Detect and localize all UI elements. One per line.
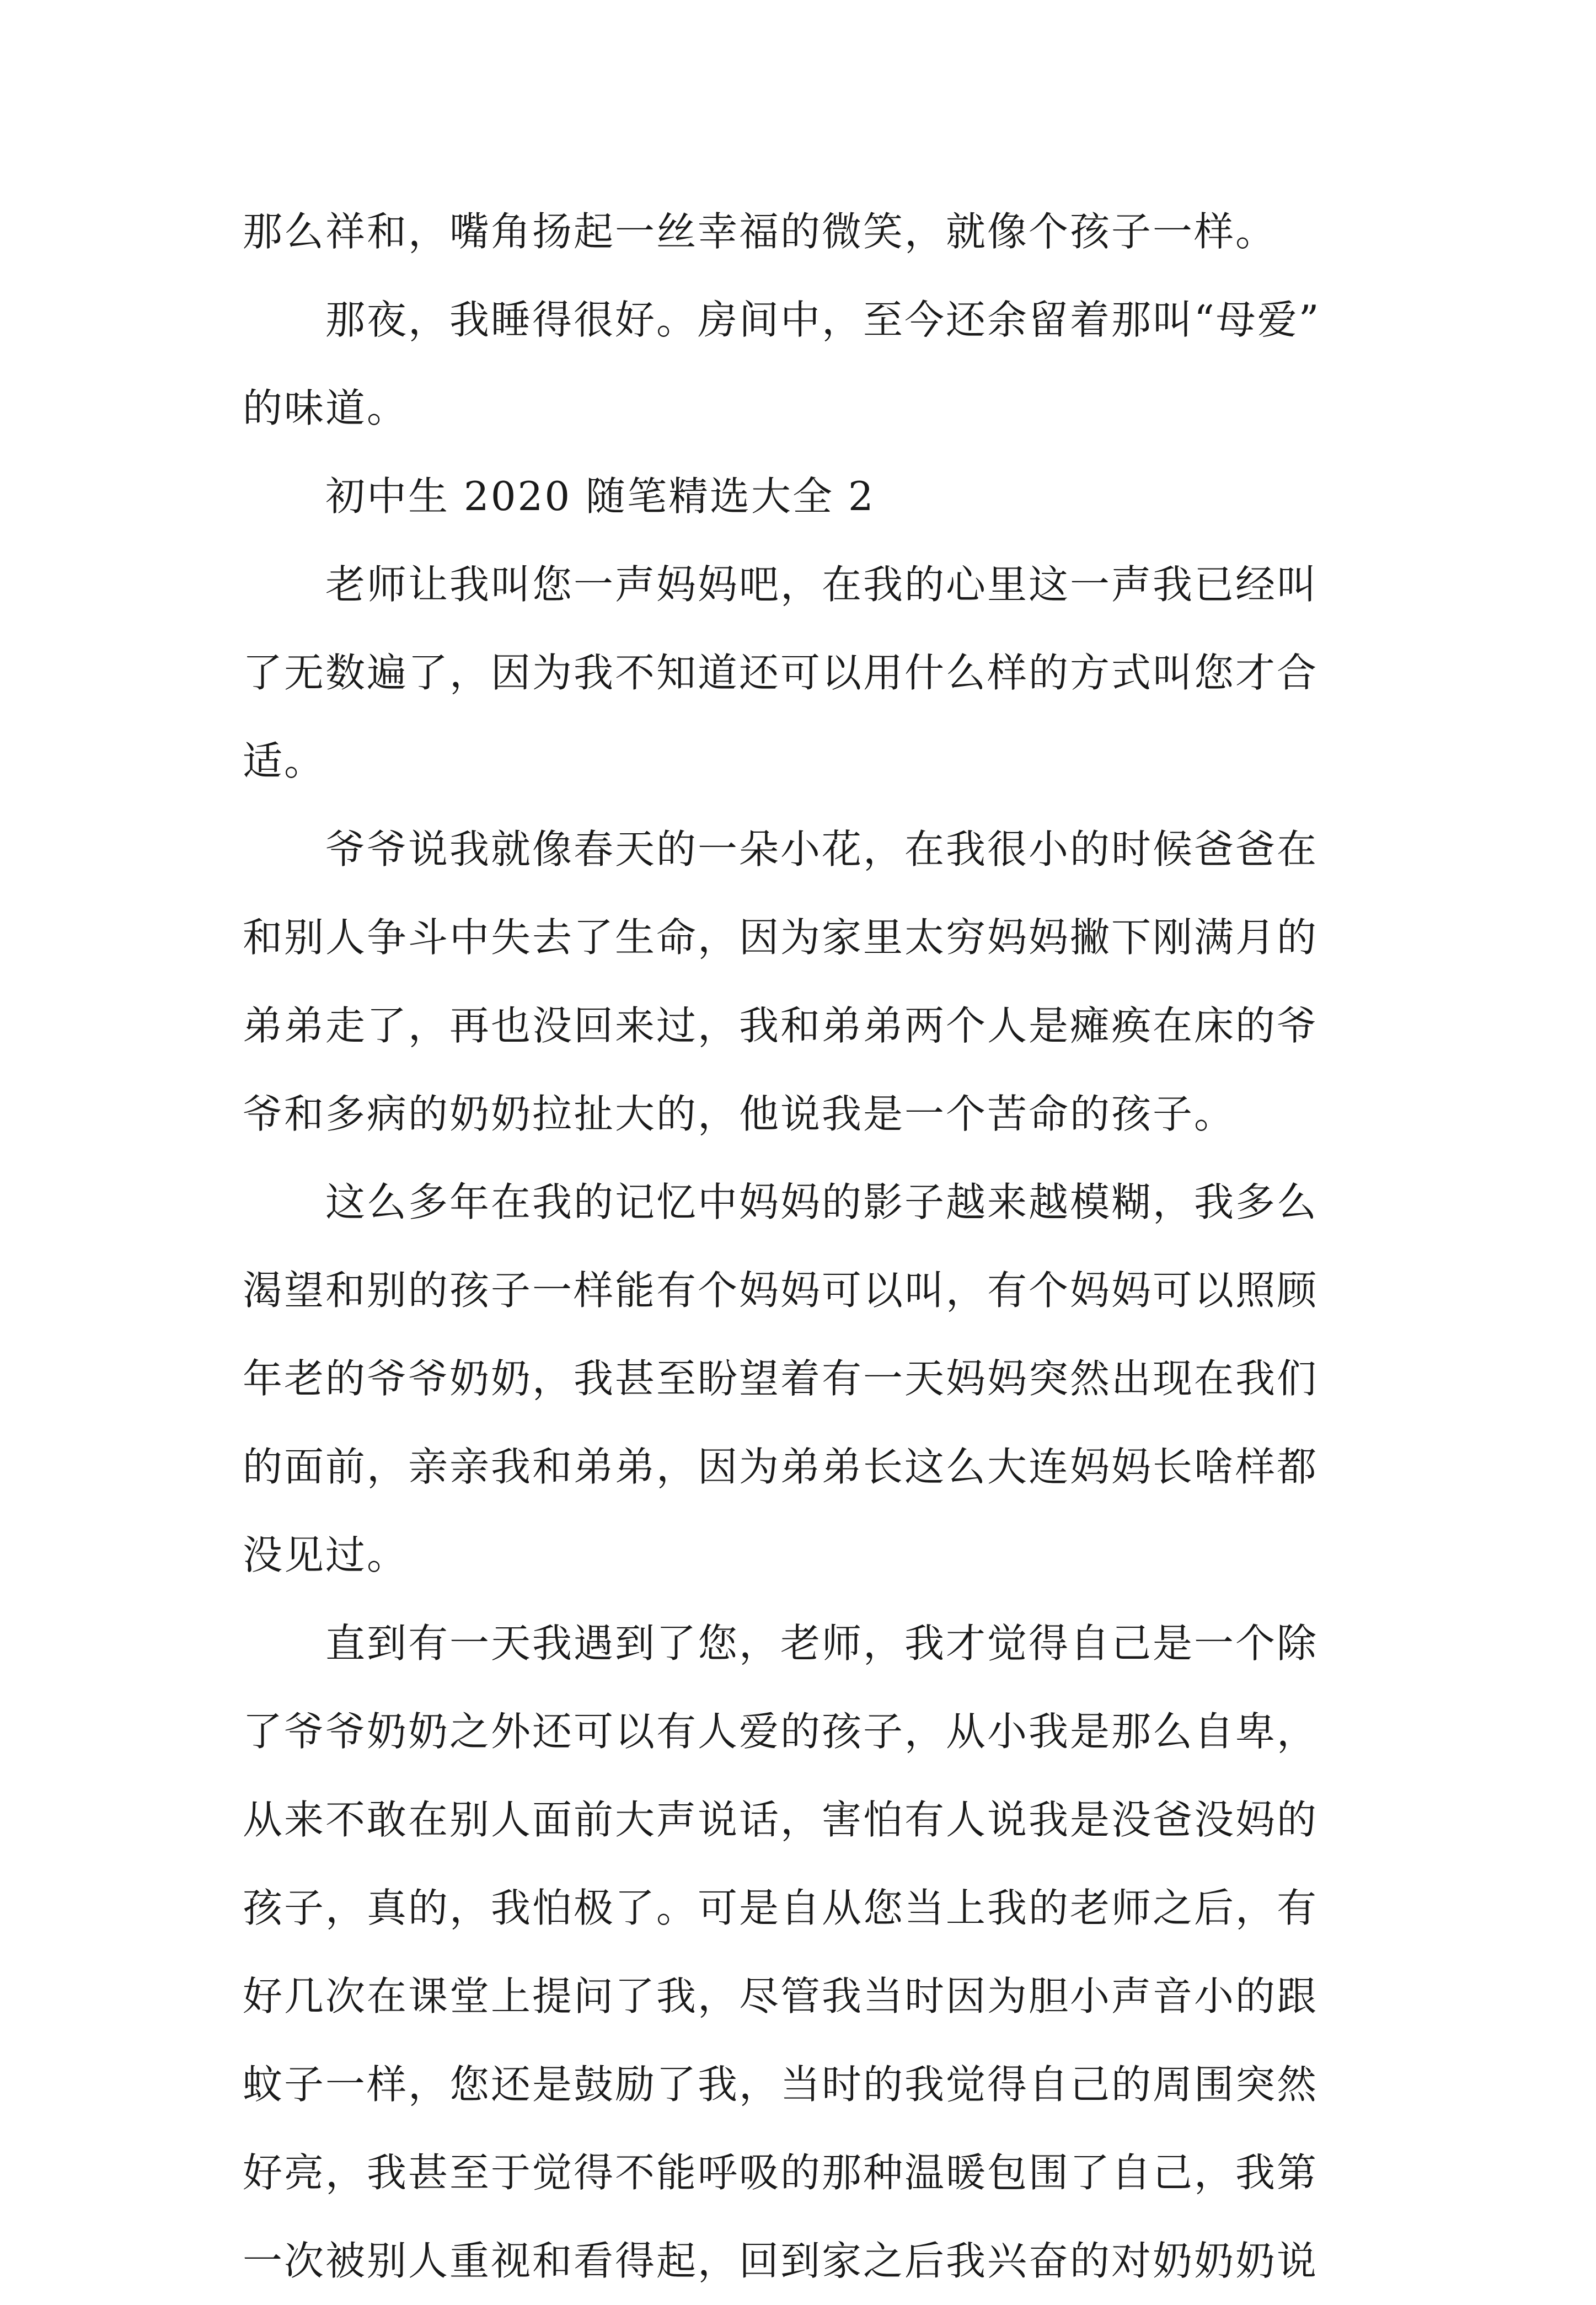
text-line: 好亮，我甚至于觉得不能呼吸的那种温暖包围了自己，我第: [243, 2149, 1319, 2196]
text-line: 了无数遍了，因为我不知道还可以用什么样的方式叫您才合: [243, 650, 1319, 696]
text-line: 适。: [243, 738, 326, 784]
text-line: 老师让我叫您一声妈妈吧，在我的心里这一声我已经叫: [325, 561, 1319, 608]
text-line: 的味道。: [243, 385, 409, 431]
text-line: 那夜，我睡得很好。房间中，至今还余留着那叫“母爱”: [325, 297, 1321, 343]
text-line: 弟弟走了，再也没回来过，我和弟弟两个人是瘫痪在床的爷: [243, 1003, 1319, 1049]
text-line: 好几次在课堂上提问了我，尽管我当时因为胆小声音小的跟: [243, 1973, 1319, 2019]
text-line: 爷和多病的奶奶拉扯大的，他说我是一个苦命的孩子。: [243, 1091, 1236, 1137]
text-line: 的面前，亲亲我和弟弟，因为弟弟长这么大连妈妈长啥样都: [243, 1444, 1319, 1490]
text-line: 直到有一天我遇到了您，老师，我才觉得自己是一个除: [325, 1620, 1319, 1666]
text-line: 爷爷说我就像春天的一朵小花，在我很小的时候爸爸在: [325, 826, 1319, 872]
document-body: [243, 187, 1351, 2305]
text-line: 了爷爷奶奶之外还可以有人爱的孩子，从小我是那么自卑，: [243, 1708, 1319, 1755]
section-heading: 初中生 2020 随笔精选大全 2: [325, 473, 875, 519]
text-line: 没见过。: [243, 1532, 409, 1578]
text-line: 蚊子一样，您还是鼓励了我，当时的我觉得自己的周围突然: [243, 2061, 1319, 2108]
text-line: 年老的爷爷奶奶，我甚至盼望着有一天妈妈突然出现在我们: [243, 1355, 1319, 1402]
text-line: 一次被别人重视和看得起，回到家之后我兴奋的对奶奶奶说: [243, 2238, 1319, 2284]
text-line: 和别人争斗中失去了生命，因为家里太穷妈妈撇下刚满月的: [243, 914, 1319, 961]
text-line: 这么多年在我的记忆中妈妈的影子越来越模糊，我多么: [325, 1179, 1319, 1225]
text-line: 孩子，真的，我怕极了。可是自从您当上我的老师之后，有: [243, 1885, 1319, 1931]
text-line: 渴望和别的孩子一样能有个妈妈可以叫，有个妈妈可以照顾: [243, 1267, 1319, 1314]
text-line: 从来不敢在别人面前大声说话，害怕有人说我是没爸没妈的: [243, 1797, 1319, 1843]
text-line: 那么祥和，嘴角扬起一丝幸福的微笑，就像个孩子一样。: [243, 208, 1277, 255]
